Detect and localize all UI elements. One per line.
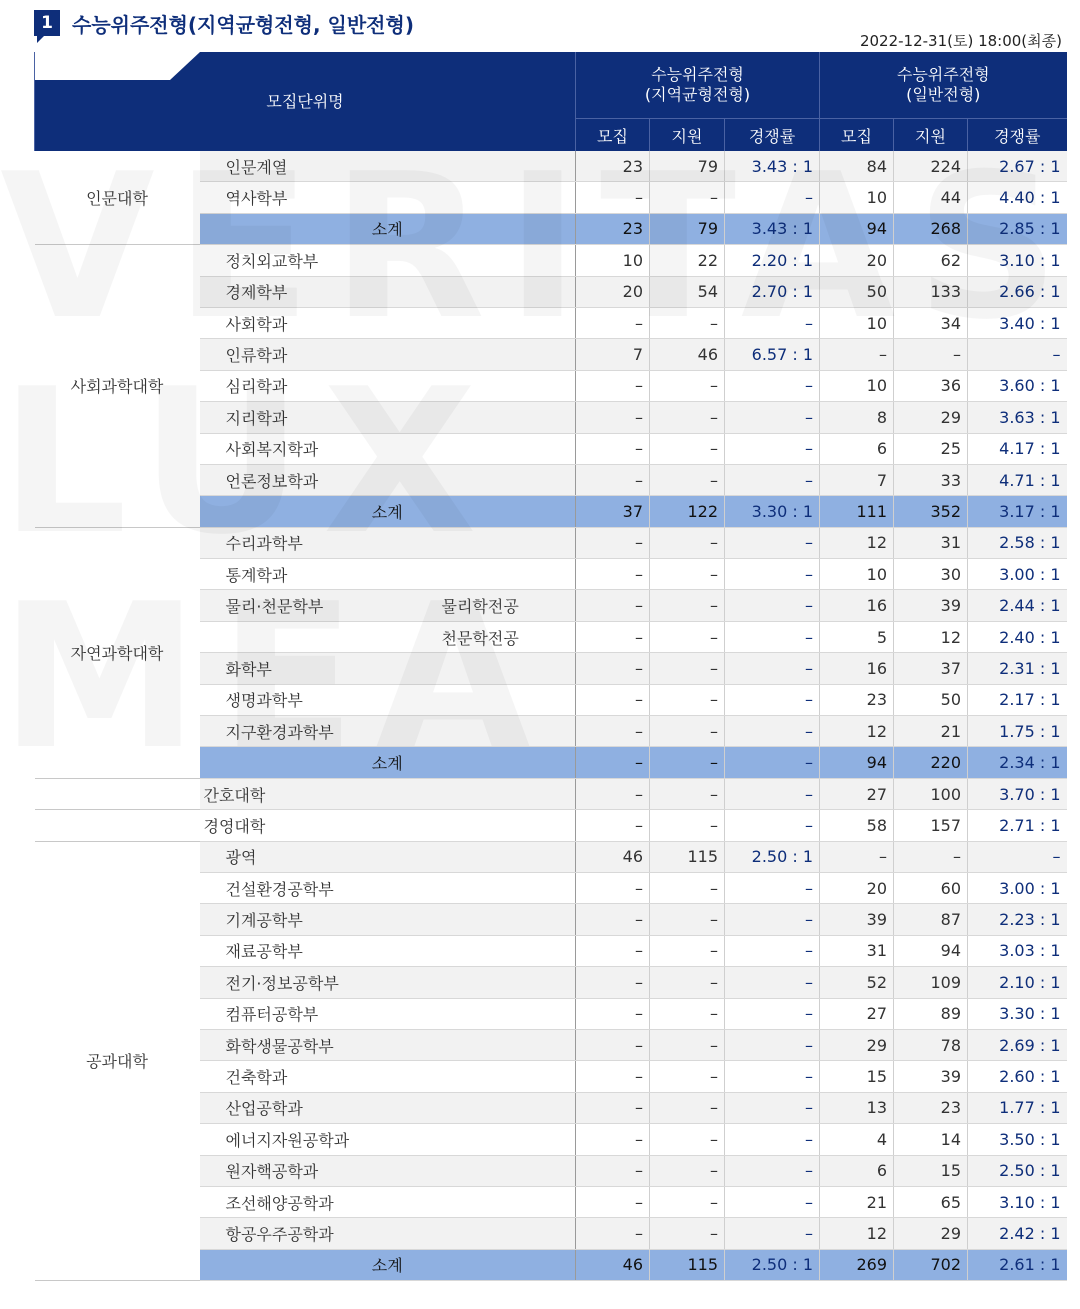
header-group-general [820, 52, 1067, 119]
applicants-general: 15 [894, 1155, 968, 1186]
quota-regional: – [576, 1092, 650, 1123]
quota-regional: – [576, 182, 650, 213]
updated-timestamp: 2022-12-31(토) 18:00(최종) [859, 32, 1062, 50]
applicants-regional: 79 [650, 213, 725, 244]
applicants-regional: – [650, 1186, 725, 1217]
ratio-regional: – [725, 904, 820, 935]
ratio-regional: 2.50 : 1 [725, 1249, 820, 1280]
ratio-general: 2.66 : 1 [968, 276, 1067, 307]
ratio-general: 3.17 : 1 [968, 496, 1067, 527]
quota-general: 94 [820, 213, 894, 244]
quota-general: 12 [820, 1218, 894, 1249]
applicants-general: 224 [894, 151, 968, 182]
applicants-regional: 122 [650, 496, 725, 527]
unit-name: 에너지자원공학과 [200, 1124, 576, 1155]
applicants-general: 29 [894, 402, 968, 433]
unit-name: 인류학과 [200, 339, 576, 370]
ratio-general: 1.77 : 1 [968, 1092, 1067, 1123]
applicants-regional: 79 [650, 151, 725, 182]
ratio-general: 2.67 : 1 [968, 151, 1067, 182]
quota-regional: 20 [576, 276, 650, 307]
quota-regional: – [576, 747, 650, 778]
header-unit [35, 52, 576, 151]
applicants-regional: – [650, 998, 725, 1029]
quota-regional: 46 [576, 1249, 650, 1280]
ratio-general: 2.69 : 1 [968, 1029, 1067, 1060]
quota-regional: – [576, 433, 650, 464]
applicants-regional: – [650, 621, 725, 652]
college-unit-name: 경영대학 [200, 810, 576, 841]
ratio-regional: – [725, 370, 820, 401]
applicants-regional: – [650, 1092, 725, 1123]
ratio-general: 3.40 : 1 [968, 307, 1067, 338]
quota-regional: – [576, 1155, 650, 1186]
college-unit-name: 간호대학 [200, 778, 576, 809]
applicants-general: 29 [894, 1218, 968, 1249]
ratio-general: – [968, 841, 1067, 872]
applicants-general: – [894, 339, 968, 370]
applicants-general: 157 [894, 810, 968, 841]
quota-regional: – [576, 935, 650, 966]
applicants-general: 133 [894, 276, 968, 307]
college-empty [35, 810, 200, 841]
ratio-general: 2.23 : 1 [968, 904, 1067, 935]
applicants-regional: – [650, 1061, 725, 1092]
quota-general: 4 [820, 1124, 894, 1155]
quota-general: 23 [820, 684, 894, 715]
applicants-general: 109 [894, 967, 968, 998]
college-name: 사회과학대학 [35, 245, 200, 528]
college-name: 인문대학 [35, 151, 200, 245]
unit-name: 지구환경과학부 [200, 716, 576, 747]
applicants-general: 23 [894, 1092, 968, 1123]
table-row [35, 245, 1067, 276]
ratio-regional: – [725, 747, 820, 778]
college-empty [35, 778, 200, 809]
ratio-general: 4.71 : 1 [968, 464, 1067, 495]
quota-general: 7 [820, 464, 894, 495]
quota-regional: – [576, 307, 650, 338]
ratio-regional: – [725, 433, 820, 464]
applicants-regional: – [650, 370, 725, 401]
ratio-general: 2.61 : 1 [968, 1249, 1067, 1280]
ratio-general: 3.50 : 1 [968, 1124, 1067, 1155]
ratio-regional: – [725, 810, 820, 841]
ratio-regional: – [725, 559, 820, 590]
applicants-general: 94 [894, 935, 968, 966]
applicants-regional: – [650, 1155, 725, 1186]
ratio-regional: – [725, 464, 820, 495]
header-quota-1: 모집 [576, 119, 650, 152]
applicants-general: 39 [894, 590, 968, 621]
applicants-regional: – [650, 904, 725, 935]
applicants-general: 702 [894, 1249, 968, 1280]
applicants-regional: 46 [650, 339, 725, 370]
quota-regional: – [576, 967, 650, 998]
unit-name: 지리학과 [200, 402, 576, 433]
applicants-regional: – [650, 433, 725, 464]
applicants-general: 65 [894, 1186, 968, 1217]
header-ratio-1: 경쟁률 [725, 119, 820, 152]
ratio-general: 2.50 : 1 [968, 1155, 1067, 1186]
unit-name: 조선해양공학과 [200, 1186, 576, 1217]
ratio-general: 3.60 : 1 [968, 370, 1067, 401]
applicants-general: 50 [894, 684, 968, 715]
applicants-general: 60 [894, 872, 968, 903]
applicants-regional: 115 [650, 841, 725, 872]
unit-name: 컴퓨터공학부 [200, 998, 576, 1029]
header-group1-line1: 수능위주전형 [651, 65, 744, 84]
quota-general: 16 [820, 653, 894, 684]
applicants-general: 30 [894, 559, 968, 590]
unit-name: 생명과학부 [200, 684, 576, 715]
ratio-general: 2.60 : 1 [968, 1061, 1067, 1092]
ratio-general: 2.85 : 1 [968, 213, 1067, 244]
ratio-regional: – [725, 1029, 820, 1060]
applicants-regional: – [650, 967, 725, 998]
applicants-regional: – [650, 778, 725, 809]
quota-general: 12 [820, 527, 894, 558]
quota-general: 5 [820, 621, 894, 652]
applicants-regional: – [650, 810, 725, 841]
ratio-general: 3.63 : 1 [968, 402, 1067, 433]
quota-regional: – [576, 402, 650, 433]
table-row [35, 778, 1067, 809]
quota-general: 12 [820, 716, 894, 747]
quota-general: 8 [820, 402, 894, 433]
applicants-general: 37 [894, 653, 968, 684]
header-ratio-2: 경쟁률 [968, 119, 1067, 152]
ratio-regional: – [725, 182, 820, 213]
ratio-general: 2.44 : 1 [968, 590, 1067, 621]
quota-regional: – [576, 559, 650, 590]
quota-general: 6 [820, 433, 894, 464]
unit-name: 화학부 [200, 653, 576, 684]
applicants-regional: – [650, 464, 725, 495]
ratio-general: 3.30 : 1 [968, 998, 1067, 1029]
applicants-regional: 22 [650, 245, 725, 276]
header-group2-line1: 수능위주전형 [896, 65, 990, 84]
ratio-general: 3.10 : 1 [968, 245, 1067, 276]
ratio-regional: – [725, 1155, 820, 1186]
ratio-regional: – [725, 621, 820, 652]
unit-name: 정치외교학부 [200, 245, 576, 276]
table-row [35, 841, 1067, 872]
header-quota-2: 모집 [820, 119, 894, 152]
unit-name: 물리·천문학부 [200, 590, 416, 621]
subtotal-label: 소계 [200, 213, 576, 244]
ratio-regional: 2.20 : 1 [725, 245, 820, 276]
ratio-regional: 3.30 : 1 [725, 496, 820, 527]
quota-general: 39 [820, 904, 894, 935]
subtotal-label: 소계 [200, 1249, 576, 1280]
applicants-regional: – [650, 747, 725, 778]
quota-general: 10 [820, 559, 894, 590]
applicants-general: 34 [894, 307, 968, 338]
unit-name: 건축학과 [200, 1061, 576, 1092]
ratio-general: 2.40 : 1 [968, 621, 1067, 652]
quota-general: 94 [820, 747, 894, 778]
quota-general: – [820, 841, 894, 872]
applicants-general: 12 [894, 621, 968, 652]
ratio-general: 3.00 : 1 [968, 872, 1067, 903]
section-title-row [34, 8, 414, 38]
quota-general: – [820, 339, 894, 370]
applicants-regional: – [650, 559, 725, 590]
quota-general: 20 [820, 872, 894, 903]
table-row [35, 527, 1067, 558]
quota-general: 269 [820, 1249, 894, 1280]
header-group1-line2: (지역균형전형) [644, 85, 751, 104]
ratio-regional: 2.70 : 1 [725, 276, 820, 307]
applicants-general: 21 [894, 716, 968, 747]
quota-general: 6 [820, 1155, 894, 1186]
header-corner-notch [35, 52, 200, 80]
unit-name: 사회복지학과 [200, 433, 576, 464]
table-row [35, 151, 1067, 182]
applicants-general: 100 [894, 778, 968, 809]
unit-name: 인문계열 [200, 151, 576, 182]
quota-regional: – [576, 872, 650, 903]
quota-general: 50 [820, 276, 894, 307]
unit-name: 전기·정보공학부 [200, 967, 576, 998]
applicants-general: 44 [894, 182, 968, 213]
unit-name: 역사학부 [200, 182, 576, 213]
unit-name: 통계학과 [200, 559, 576, 590]
applicants-regional: – [650, 307, 725, 338]
applicants-general: 31 [894, 527, 968, 558]
applicants-regional: – [650, 872, 725, 903]
ratio-regional: – [725, 716, 820, 747]
ratio-regional: – [725, 1186, 820, 1217]
quota-regional: – [576, 1124, 650, 1155]
unit-name: 광역 [200, 841, 576, 872]
unit-name: 수리과학부 [200, 527, 576, 558]
applicants-regional: – [650, 684, 725, 715]
applicants-general: 33 [894, 464, 968, 495]
applicants-general: 268 [894, 213, 968, 244]
quota-general: 31 [820, 935, 894, 966]
applicants-regional: – [650, 1218, 725, 1249]
applicants-general: 62 [894, 245, 968, 276]
ratio-regional: – [725, 872, 820, 903]
quota-regional: – [576, 527, 650, 558]
unit-name: 재료공학부 [200, 935, 576, 966]
ratio-regional: – [725, 935, 820, 966]
applicants-regional: – [650, 590, 725, 621]
quota-regional: – [576, 904, 650, 935]
quota-general: 16 [820, 590, 894, 621]
applicants-general: 220 [894, 747, 968, 778]
quota-regional: – [576, 684, 650, 715]
quota-general: 21 [820, 1186, 894, 1217]
ratio-regional: – [725, 527, 820, 558]
table-body [35, 151, 1067, 1281]
ratio-regional: – [725, 778, 820, 809]
quota-regional: – [576, 1029, 650, 1060]
quota-regional: 7 [576, 339, 650, 370]
applicants-regional: – [650, 402, 725, 433]
applicants-regional: – [650, 1124, 725, 1155]
quota-regional: – [576, 590, 650, 621]
quota-regional: 23 [576, 151, 650, 182]
unit-name: 경제학부 [200, 276, 576, 307]
ratio-regional: 3.43 : 1 [725, 213, 820, 244]
applicants-regional: 115 [650, 1249, 725, 1280]
header-unit-label: 모집단위명 [266, 91, 344, 111]
quota-regional: – [576, 621, 650, 652]
ratio-general: – [968, 339, 1067, 370]
applicants-general: 36 [894, 370, 968, 401]
subtotal-label: 소계 [200, 747, 576, 778]
unit-name [200, 621, 416, 652]
quota-regional: – [576, 716, 650, 747]
section-title: 수능위주전형(지역균형전형, 일반전형) [72, 12, 414, 37]
admissions-table [34, 52, 1067, 1281]
major-name: 물리학전공 [416, 590, 576, 621]
ratio-regional: – [725, 998, 820, 1029]
quota-regional: – [576, 810, 650, 841]
quota-regional: 23 [576, 213, 650, 244]
quota-general: 10 [820, 307, 894, 338]
quota-general: 111 [820, 496, 894, 527]
ratio-regional: – [725, 1218, 820, 1249]
applicants-regional: – [650, 653, 725, 684]
college-name: 자연과학대학 [35, 527, 200, 778]
quota-general: 52 [820, 967, 894, 998]
applicants-general: 39 [894, 1061, 968, 1092]
ratio-regional: – [725, 1092, 820, 1123]
ratio-general: 2.71 : 1 [968, 810, 1067, 841]
quota-general: 27 [820, 998, 894, 1029]
ratio-regional: 3.43 : 1 [725, 151, 820, 182]
quota-regional: – [576, 778, 650, 809]
quota-general: 84 [820, 151, 894, 182]
table-row [35, 810, 1067, 841]
quota-regional: – [576, 653, 650, 684]
ratio-general: 2.10 : 1 [968, 967, 1067, 998]
ratio-regional: – [725, 653, 820, 684]
quota-general: 10 [820, 370, 894, 401]
unit-name: 산업공학과 [200, 1092, 576, 1123]
quota-regional: – [576, 1061, 650, 1092]
quota-regional: – [576, 1186, 650, 1217]
quota-regional: – [576, 1218, 650, 1249]
quota-regional: – [576, 370, 650, 401]
unit-name: 건설환경공학부 [200, 872, 576, 903]
subtotal-label: 소계 [200, 496, 576, 527]
college-name: 공과대학 [35, 841, 200, 1280]
applicants-regional: 54 [650, 276, 725, 307]
ratio-general: 1.75 : 1 [968, 716, 1067, 747]
quota-regional: – [576, 998, 650, 1029]
ratio-regional: 6.57 : 1 [725, 339, 820, 370]
quota-regional: 10 [576, 245, 650, 276]
ratio-general: 2.34 : 1 [968, 747, 1067, 778]
applicants-general: 14 [894, 1124, 968, 1155]
applicants-general: 87 [894, 904, 968, 935]
quota-general: 29 [820, 1029, 894, 1060]
applicants-regional: – [650, 527, 725, 558]
ratio-general: 2.17 : 1 [968, 684, 1067, 715]
unit-name: 항공우주공학과 [200, 1218, 576, 1249]
quota-regional: 46 [576, 841, 650, 872]
ratio-general: 3.00 : 1 [968, 559, 1067, 590]
ratio-regional: – [725, 590, 820, 621]
applicants-general: 89 [894, 998, 968, 1029]
applicants-regional: – [650, 935, 725, 966]
header-applicants-2: 지원 [894, 119, 968, 152]
quota-general: 20 [820, 245, 894, 276]
ratio-general: 2.58 : 1 [968, 527, 1067, 558]
ratio-general: 3.10 : 1 [968, 1186, 1067, 1217]
ratio-regional: – [725, 402, 820, 433]
applicants-regional: – [650, 1029, 725, 1060]
applicants-general: 78 [894, 1029, 968, 1060]
ratio-regional: – [725, 967, 820, 998]
ratio-regional: – [725, 684, 820, 715]
applicants-general: – [894, 841, 968, 872]
quota-general: 10 [820, 182, 894, 213]
unit-name: 화학생물공학부 [200, 1029, 576, 1060]
quota-general: 27 [820, 778, 894, 809]
major-name: 천문학전공 [416, 621, 576, 652]
ratio-general: 3.70 : 1 [968, 778, 1067, 809]
ratio-general: 4.40 : 1 [968, 182, 1067, 213]
applicants-regional: – [650, 716, 725, 747]
header-group-regional [576, 52, 820, 119]
ratio-general: 2.42 : 1 [968, 1218, 1067, 1249]
quota-general: 15 [820, 1061, 894, 1092]
unit-name: 기계공학부 [200, 904, 576, 935]
applicants-regional: – [650, 182, 725, 213]
ratio-general: 2.31 : 1 [968, 653, 1067, 684]
applicants-general: 352 [894, 496, 968, 527]
header-group2-line2: (일반전형) [906, 85, 981, 104]
ratio-regional: – [725, 1124, 820, 1155]
quota-general: 58 [820, 810, 894, 841]
unit-name: 심리학과 [200, 370, 576, 401]
unit-name: 원자핵공학과 [200, 1155, 576, 1186]
quota-regional: 37 [576, 496, 650, 527]
ratio-regional: – [725, 1061, 820, 1092]
quota-regional: – [576, 464, 650, 495]
ratio-regional: 2.50 : 1 [725, 841, 820, 872]
unit-name: 사회학과 [200, 307, 576, 338]
unit-name: 언론정보학과 [200, 464, 576, 495]
applicants-general: 25 [894, 433, 968, 464]
quota-general: 13 [820, 1092, 894, 1123]
header-applicants-1: 지원 [650, 119, 725, 152]
section-number-badge: 1 [34, 10, 60, 36]
ratio-general: 4.17 : 1 [968, 433, 1067, 464]
ratio-general: 3.03 : 1 [968, 935, 1067, 966]
ratio-regional: – [725, 307, 820, 338]
